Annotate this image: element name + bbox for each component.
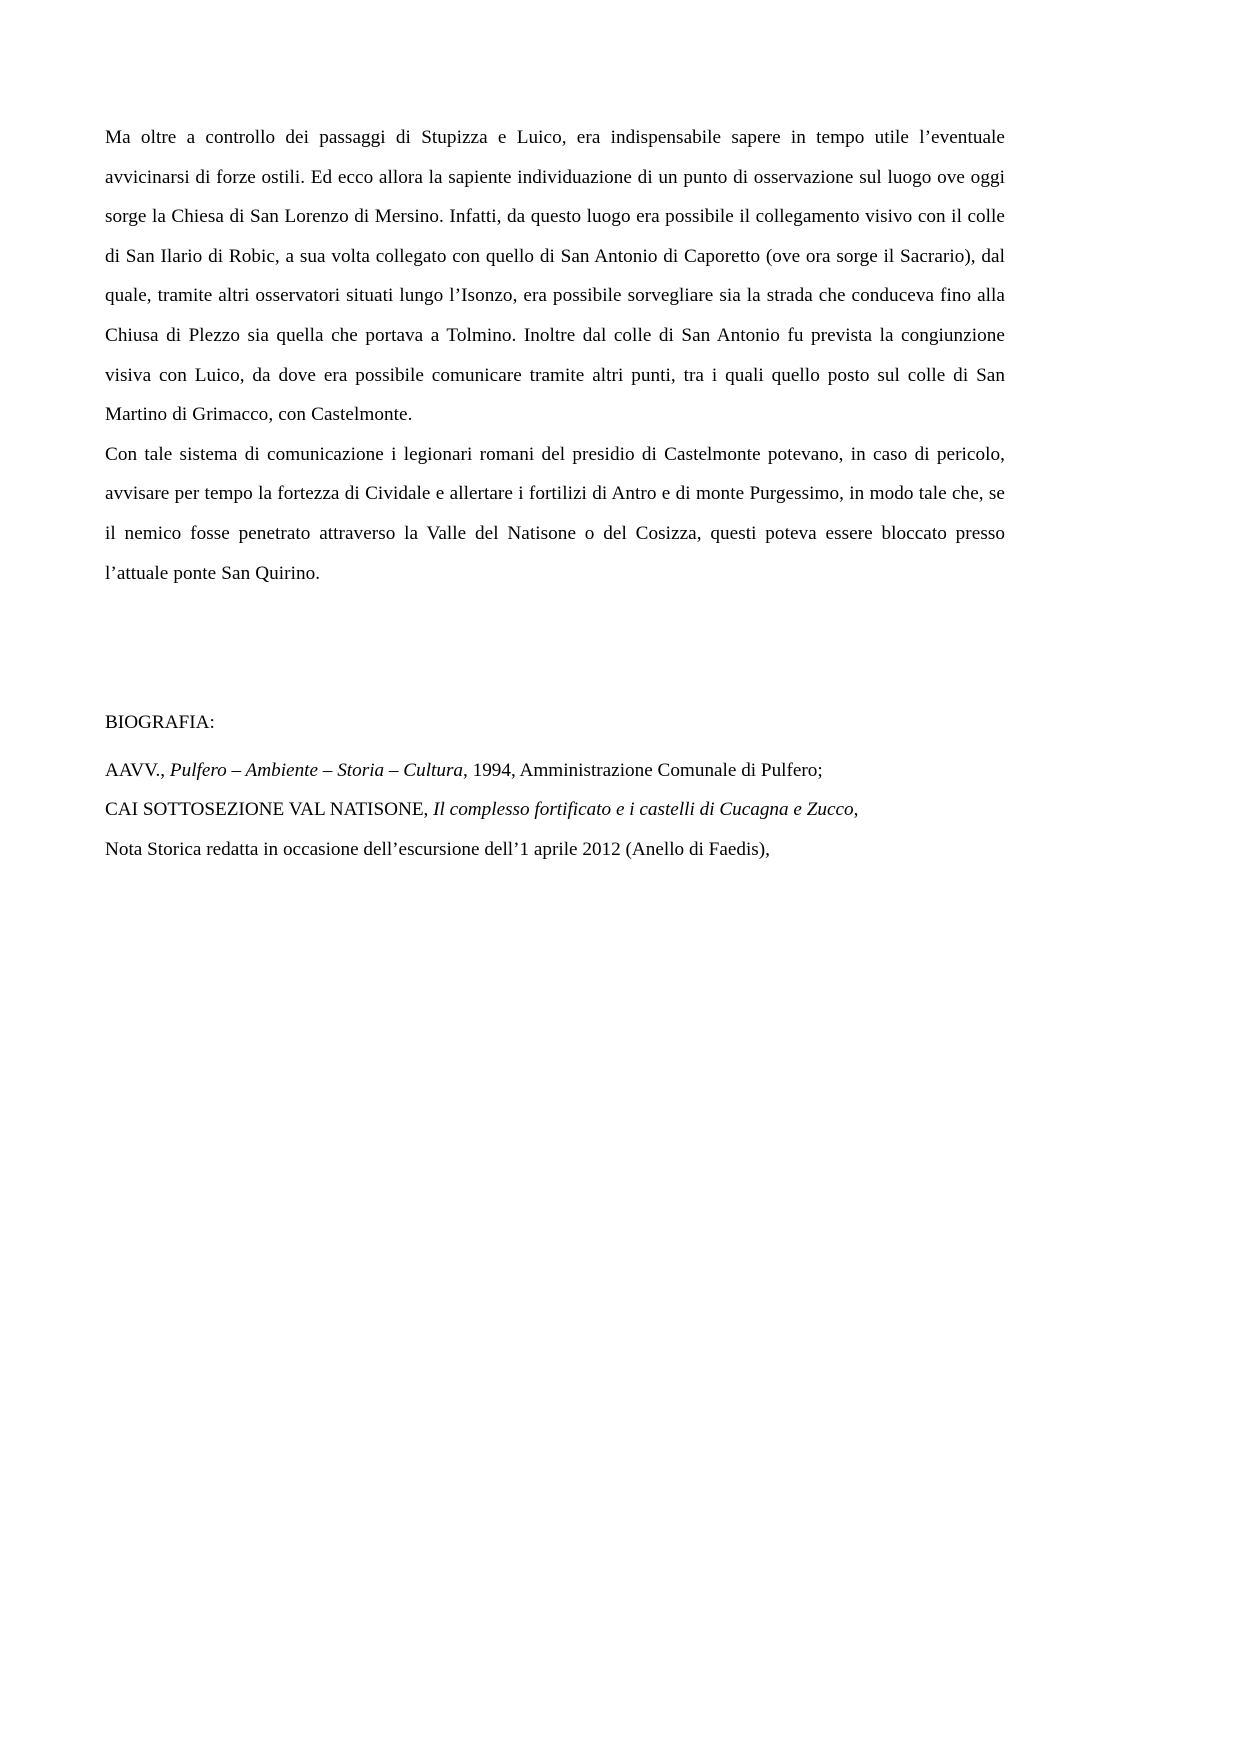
paragraph-2: Con tale sistema di comunicazione i legionari romani del presidio di Castelmonte potevano, in caso di pericolo, avvisare per tempo la fortezza di Cividale e allertare i fortilizi di Antro e di monte Purgessimo, in modo tale che, se il nemico fosse penetrato attraverso la Valle del Natisone o del Cosizza, questi poteva essere bloccato presso l’attuale ponte San Quirino. [105,443,1005,584]
paragraph-1: Ma oltre a controllo dei passaggi di Stupizza e Luico, era indispensabile sapere in tempo utile l’eventuale avvicinarsi di forze ostili. Ed ecco allora la sapiente individuazione di un punto di osservazione sul luogo ove oggi sorge la Chiesa di San Lorenzo di Mersino. Infatti, da questo luogo era possibile il collegamento visivo con il colle di San Ilario di Robic, a sua volta collegato con quello di San Antonio di Caporetto (ove ora sorge il Sacrario), dal quale, tramite altri osservatori situati lungo l’Isonzo, era possibile sorvegliare sia la strada che conduceva fino alla Chiusa di Plezzo sia quella che portava a Tolmino. Inoltre dal colle di San Antonio fu prevista la congiunzione visiva con Luico, da dove era possibile comunicare tramite altri punti, tra i quali quello posto sul colle di San Martino di Grimacco, con Castelmonte. [105,127,1005,426]
bib-entry-2-title: Il complesso fortificato e i castelli di Cucagna e Zucco [433,799,854,821]
bibliography-section [105,703,1025,869]
bib-entry-2-continuation-text: Nota Storica redatta in occasione dell’escursione dell’1 aprile 2012 (Anello di Faedis) [105,838,766,860]
bib-entry-2-continuation-comma: , [765,838,770,860]
bib-entry-2 [105,790,1025,830]
bib-entry-1-suffix: , 1994, Amministrazione Comunale di Pulfero; [463,759,823,781]
bib-entry-1-title: Pulfero – Ambiente – Storia – Cultura [169,759,464,781]
bib-entry-2-prefix: CAI SOTTOSEZIONE VAL NATISONE, [105,799,434,821]
bib-entry-1 [105,751,1025,791]
bib-entry-1-prefix: AAVV., [105,759,170,781]
bib-entry-2-suffix: , [853,799,859,821]
bib-entry-2-continuation [105,830,1025,870]
document-body [105,118,1005,593]
bibliography-heading: BIOGRAFIA: [105,712,215,733]
